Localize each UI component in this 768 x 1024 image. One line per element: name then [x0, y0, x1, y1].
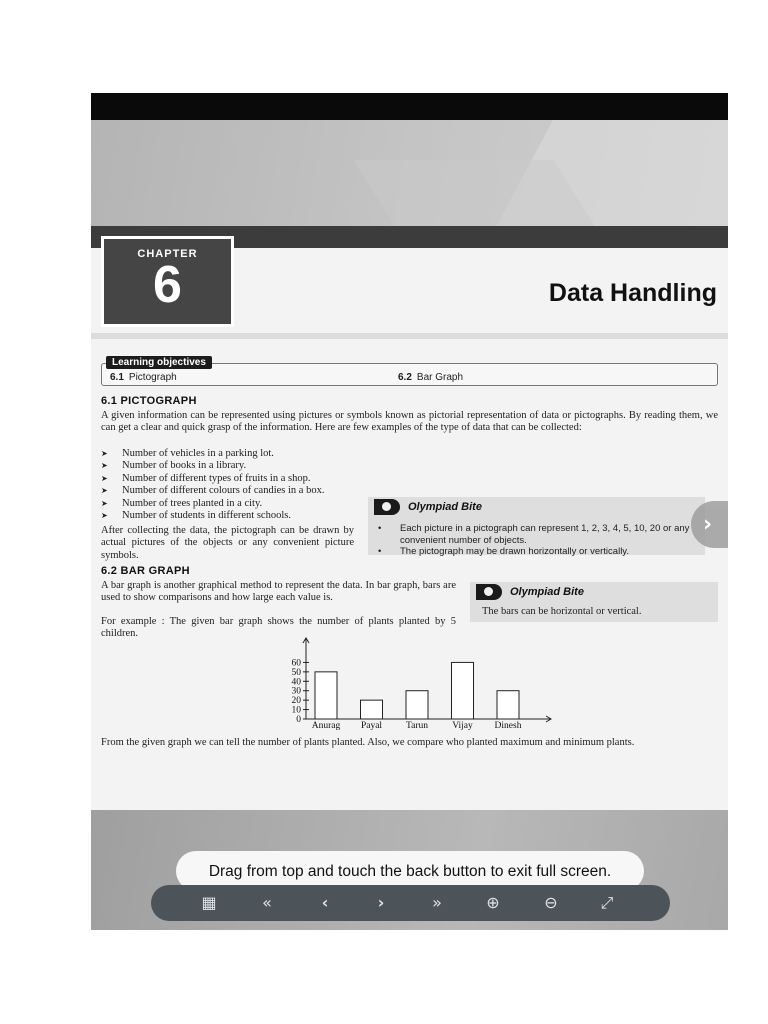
learning-objectives [101, 357, 718, 386]
y-tick-label: 20 [291, 696, 301, 707]
list-item: ➤ Number of different colours of candies in a box. [101, 485, 431, 497]
olympiad-bite-text: The bars can be horizontal or vertical. [482, 606, 642, 617]
bulb-icon [476, 584, 502, 600]
objectives-label: Learning objectives [106, 356, 212, 369]
top-bar [91, 93, 728, 120]
pictograph-after: After collecting the data, the pictograph can be drawn by actual pictures of the objects or any convenient picture symbols. [101, 525, 354, 561]
olympiad-bite-title-2: Olympiad Bite [510, 586, 584, 598]
section-heading-pictograph: 6.1 PICTOGRAPH [101, 395, 197, 407]
bar-graph-conclusion: From the given graph we can tell the number of plants planted. Also, we compare who planted maximum and minimum plants. [101, 737, 635, 748]
olympiad-bite-box-2 [470, 582, 718, 622]
bite-point: • Each picture in a pictograph can represent 1, 2, 3, 4, 5, 10, 20 or any convenient number of objects. [376, 523, 706, 546]
viewer-toolbar [151, 885, 670, 921]
chapter-number: 6 [153, 256, 182, 314]
y-tick-label: 10 [291, 705, 301, 716]
olympiad-bite-box [368, 497, 705, 555]
book-viewer [91, 93, 728, 930]
list-item: ➤ Number of vehicles in a parking lot. [101, 448, 431, 460]
list-item: ➤ Number of books in a library. [101, 460, 431, 472]
objective-item [398, 372, 463, 383]
bar [361, 700, 383, 719]
chapter-label: CHAPTER [137, 248, 198, 260]
objective-number: 6.2 [398, 372, 412, 383]
chapter-title: Data Handling [548, 279, 717, 307]
bar [315, 672, 337, 719]
objective-number: 6.1 [110, 372, 124, 383]
header-banner [91, 120, 728, 226]
zoom-out-icon[interactable]: ⊖ [544, 893, 558, 912]
bar [452, 662, 474, 719]
bar-graph-example: For example : The given bar graph shows the number of plants planted by 5 children. [101, 616, 456, 640]
y-tick-label: 0 [296, 715, 301, 725]
objective-text: Pictograph [128, 372, 177, 383]
list-item: ➤ Number of different types of fruits in a shop. [101, 473, 431, 485]
bulb-icon [374, 499, 400, 515]
list-item: ➤ Number of students in different schools. [101, 510, 431, 522]
bar-chart [266, 638, 556, 733]
olympiad-bite-list [376, 523, 706, 558]
y-tick-label: 40 [291, 677, 301, 688]
x-tick-label: Tarun [405, 721, 429, 731]
grid-icon[interactable]: ▦ [201, 893, 217, 912]
y-tick-label: 50 [291, 667, 301, 678]
chapter-badge [101, 236, 234, 327]
fullscreen-icon[interactable]: ⤢ [600, 893, 614, 912]
x-tick-label: Anurag [311, 721, 341, 731]
bar [497, 691, 519, 719]
section-heading-bar-graph: 6.2 BAR GRAPH [101, 565, 190, 577]
double-right-icon[interactable]: » [432, 893, 442, 912]
double-left-icon[interactable]: « [262, 893, 272, 912]
zoom-in-icon[interactable]: ⊕ [486, 893, 500, 912]
chevron-right-icon: › [703, 512, 713, 537]
x-tick-label: Dinesh [494, 721, 522, 731]
objective-item [110, 372, 177, 383]
right-icon[interactable]: › [377, 893, 385, 912]
y-tick-label: 30 [291, 686, 301, 697]
toast-text: Drag from top and touch the back button to exit full screen. [208, 862, 612, 880]
x-tick-label: Vijay [452, 721, 473, 731]
y-tick-label: 60 [291, 658, 301, 669]
bite-point: • The pictograph may be drawn horizontally or vertically. [376, 546, 706, 558]
x-tick-label: Payal [360, 721, 383, 731]
bar-graph-intro: A bar graph is another graphical method to represent the data. In bar graph, bars are used to show comparisons and how large each value is. [101, 580, 456, 604]
title-rule [91, 333, 728, 339]
left-icon[interactable]: ‹ [321, 893, 329, 912]
pictograph-intro: A given information can be represented using pictures or symbols known as pictorial representation of data or pictographs. By reading them, we can get a clear and quick grasp of the information. Here are few examples of the type of data that can be collected: [101, 410, 718, 434]
olympiad-bite-title: Olympiad Bite [408, 501, 482, 513]
bar [406, 691, 428, 719]
list-item: ➤ Number of trees planted in a city. [101, 498, 431, 510]
objective-text: Bar Graph [416, 372, 464, 383]
